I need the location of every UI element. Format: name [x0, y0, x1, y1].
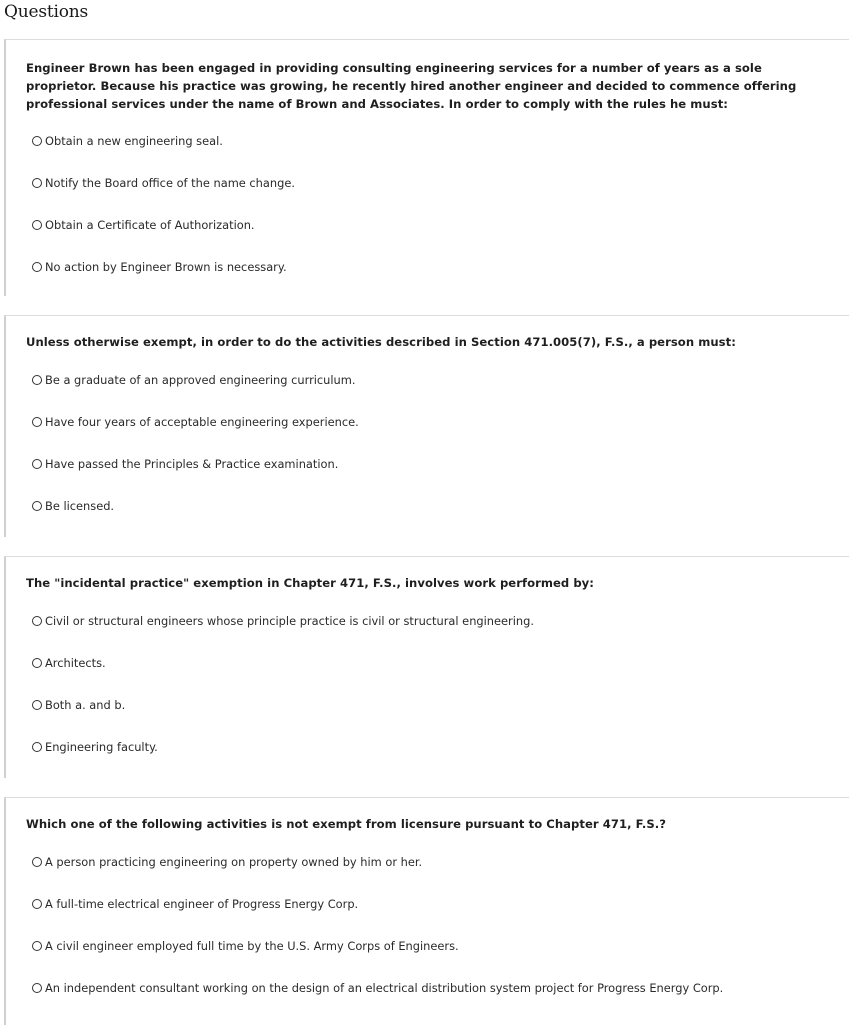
radio-button[interactable] — [32, 742, 42, 752]
question-block — [4, 556, 849, 778]
question-text: Engineer Brown has been engaged in providing consulting engineering services for a number of years as a sole proprietor. Because his practice was growing, he recently hired another engineer and decided to commence offering professional services under the name of Brown and Associates. In order to comply with the rules he must: — [26, 61, 797, 111]
answer-option[interactable] — [32, 613, 534, 629]
question-block — [4, 797, 849, 1025]
option-label: Civil or structural engineers whose principle practice is civil or structural engineering. — [45, 614, 534, 628]
option-label: A person practicing engineering on property owned by him or her. — [45, 855, 423, 869]
option-label: Be a graduate of an approved engineering curriculum. — [45, 373, 356, 387]
answer-option[interactable] — [32, 938, 459, 954]
radio-button[interactable] — [32, 700, 42, 710]
radio-button[interactable] — [32, 941, 42, 951]
answer-option[interactable] — [32, 655, 106, 671]
radio-button[interactable] — [32, 417, 42, 427]
question-text: The "incidental practice" exemption in Chapter 471, F.S., involves work performed by: — [26, 576, 594, 590]
answer-option[interactable] — [32, 372, 356, 388]
radio-button[interactable] — [32, 983, 42, 993]
answer-option[interactable] — [32, 739, 158, 755]
radio-button[interactable] — [32, 220, 42, 230]
question-text: Which one of the following activities is not exempt from licensure pursuant to Chapter 471, F.S.? — [26, 817, 666, 831]
answer-option[interactable] — [32, 697, 125, 713]
radio-button[interactable] — [32, 178, 42, 188]
option-label: Notify the Board office of the name change. — [45, 176, 295, 190]
option-label: Be licensed. — [45, 499, 115, 513]
answer-option[interactable] — [32, 980, 723, 996]
option-label: A civil engineer employed full time by the U.S. Army Corps of Engineers. — [45, 939, 459, 953]
answer-option[interactable] — [32, 854, 422, 870]
option-label: Obtain a Certificate of Authorization. — [45, 218, 255, 232]
answer-option[interactable] — [32, 175, 295, 191]
page-title: Questions — [4, 2, 89, 22]
option-label: No action by Engineer Brown is necessary. — [45, 260, 287, 274]
radio-button[interactable] — [32, 658, 42, 668]
option-label: Have four years of acceptable engineering experience. — [45, 415, 359, 429]
answer-option[interactable] — [32, 259, 287, 275]
answer-option[interactable] — [32, 498, 114, 514]
option-label: A full-time electrical engineer of Progress Energy Corp. — [45, 897, 359, 911]
radio-button[interactable] — [32, 459, 42, 469]
radio-button[interactable] — [32, 375, 42, 385]
answer-option[interactable] — [32, 133, 223, 149]
option-label: An independent consultant working on the design of an electrical distribution system project for Progress Energy Corp. — [45, 981, 724, 995]
question-block — [4, 39, 849, 296]
answer-option[interactable] — [32, 896, 358, 912]
radio-button[interactable] — [32, 262, 42, 272]
question-block — [4, 315, 849, 537]
radio-button[interactable] — [32, 616, 42, 626]
option-label: Obtain a new engineering seal. — [45, 134, 223, 148]
radio-button[interactable] — [32, 899, 42, 909]
radio-button[interactable] — [32, 136, 42, 146]
option-label: Architects. — [45, 656, 106, 670]
option-label: Both a. and b. — [45, 698, 126, 712]
option-label: Have passed the Principles & Practice examination. — [45, 457, 339, 471]
option-label: Engineering faculty. — [45, 740, 158, 754]
answer-option[interactable] — [32, 217, 255, 233]
question-text: Unless otherwise exempt, in order to do the activities described in Section 471.005(7), F.S., a person must: — [26, 335, 736, 349]
answer-option[interactable] — [32, 456, 338, 472]
radio-button[interactable] — [32, 501, 42, 511]
answer-option[interactable] — [32, 414, 359, 430]
radio-button[interactable] — [32, 857, 42, 867]
